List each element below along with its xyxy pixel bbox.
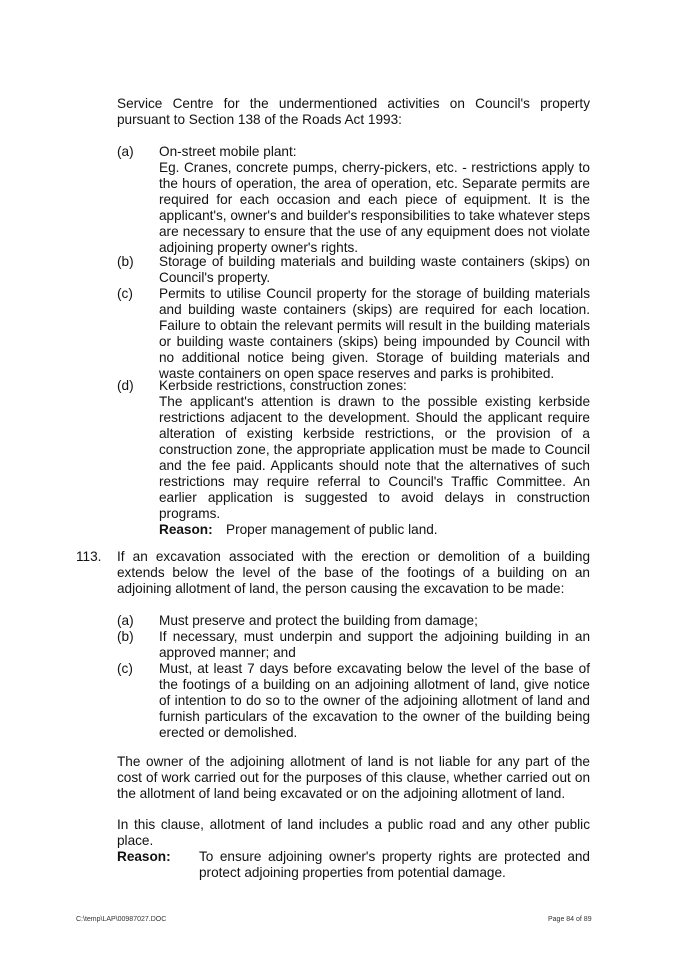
list-item [117,661,590,741]
item-body [159,144,590,256]
clause-paragraph: The owner of the adjoining allotment of land is not liable for any part of the cost of work carried out for the purposes of this clause, whether carried out on the allotment of land being excavated or on the adjoining allotment of land. [117,754,590,801]
item-text: Must, at least 7 days before excavating below the level of the base of the footings of a building on an adjoining allotment of land, give notice of intention to do so to the owner of the adjoining allotment of land and furnish particulars of the excavation to the owner of the building being erected or demolished. [159,661,590,740]
list-item [117,144,590,256]
reason-text: Proper management of public land. [226,522,438,537]
item-heading: On-street mobile plant: [159,144,297,159]
item-text: If necessary, must underpin and support the adjoining building in an approved manner; and [159,629,590,660]
clause-number: 113. [76,549,102,564]
item-label: (a) [117,613,134,628]
clause-paragraph: In this clause, allotment of land includes a public road and any other public place. [117,817,590,848]
reason-row [117,849,590,881]
list-item [117,613,590,629]
item-label: (b) [117,629,134,644]
reason-text: To ensure adjoining owner's property rights are protected and protect adjoining properties from potential damage. [199,849,590,880]
reason-label: Reason: [117,849,171,864]
item-text: The applicant's attention is drawn to the possible existing kerbside restrictions adjacent to the development. Should the applicant require alteration of existing kerbside restrictions, or the provision of a construction zone, the appropriate application must be made to Council and the fee paid. Applicants should note that the alternatives of such restrictions may require referral to Council's Traffic Committee. An earlier application is suggested to avoid delays in construction programs. [159,394,590,521]
item-label: (c) [117,286,133,301]
item-text: Must preserve and protect the building from damage; [159,613,478,628]
item-text: Eg. Cranes, concrete pumps, cherry-pickers, etc. - restrictions apply to the hours of operation, the area of operation, etc. Separate permits are required for each occasion and each piece of equipment. It is the applicant's, owner's and builder's responsibilities to take whatever steps are necessary to ensure that the use of any equipment does not violate adjoining property owner's rights. [159,160,590,255]
clause-113 [76,549,590,597]
intro-paragraph: Service Centre for the undermentioned activities on Council's property pursuant to Section 138 of the Roads Act 1993: [117,96,590,127]
reason-row [159,522,590,538]
item-label: (b) [117,254,134,269]
item-label: (d) [117,378,134,393]
list-item [117,629,590,661]
reason-label: Reason: [159,522,213,537]
item-label: (c) [117,661,133,676]
footer-file-path: C:\temp\LAP\00987027.DOC [76,916,167,923]
item-body [159,378,590,538]
footer-page-number: Page 84 of 89 [548,916,592,923]
list-item [117,254,590,286]
item-text: Storage of building materials and building waste containers (skips) on Council's property. [159,254,590,285]
list-item [117,378,590,538]
item-text: Permits to utilise Council property for the storage of building materials and building waste containers (skips) are required for each location. Failure to obtain the relevant permits will result in the building materials or building waste containers (skips) being impounded by Council with no additional notice being given. Storage of building materials and waste containers on open space reserves and parks is prohibited. [159,286,590,381]
item-label: (a) [117,144,134,159]
clause-text: If an excavation associated with the erection or demolition of a building extends below the level of the base of the footings of a building on an adjoining allotment of land, the person causing the excavation to be made: [117,549,590,596]
item-heading: Kerbside restrictions, construction zones: [159,378,407,393]
list-item [117,286,590,382]
